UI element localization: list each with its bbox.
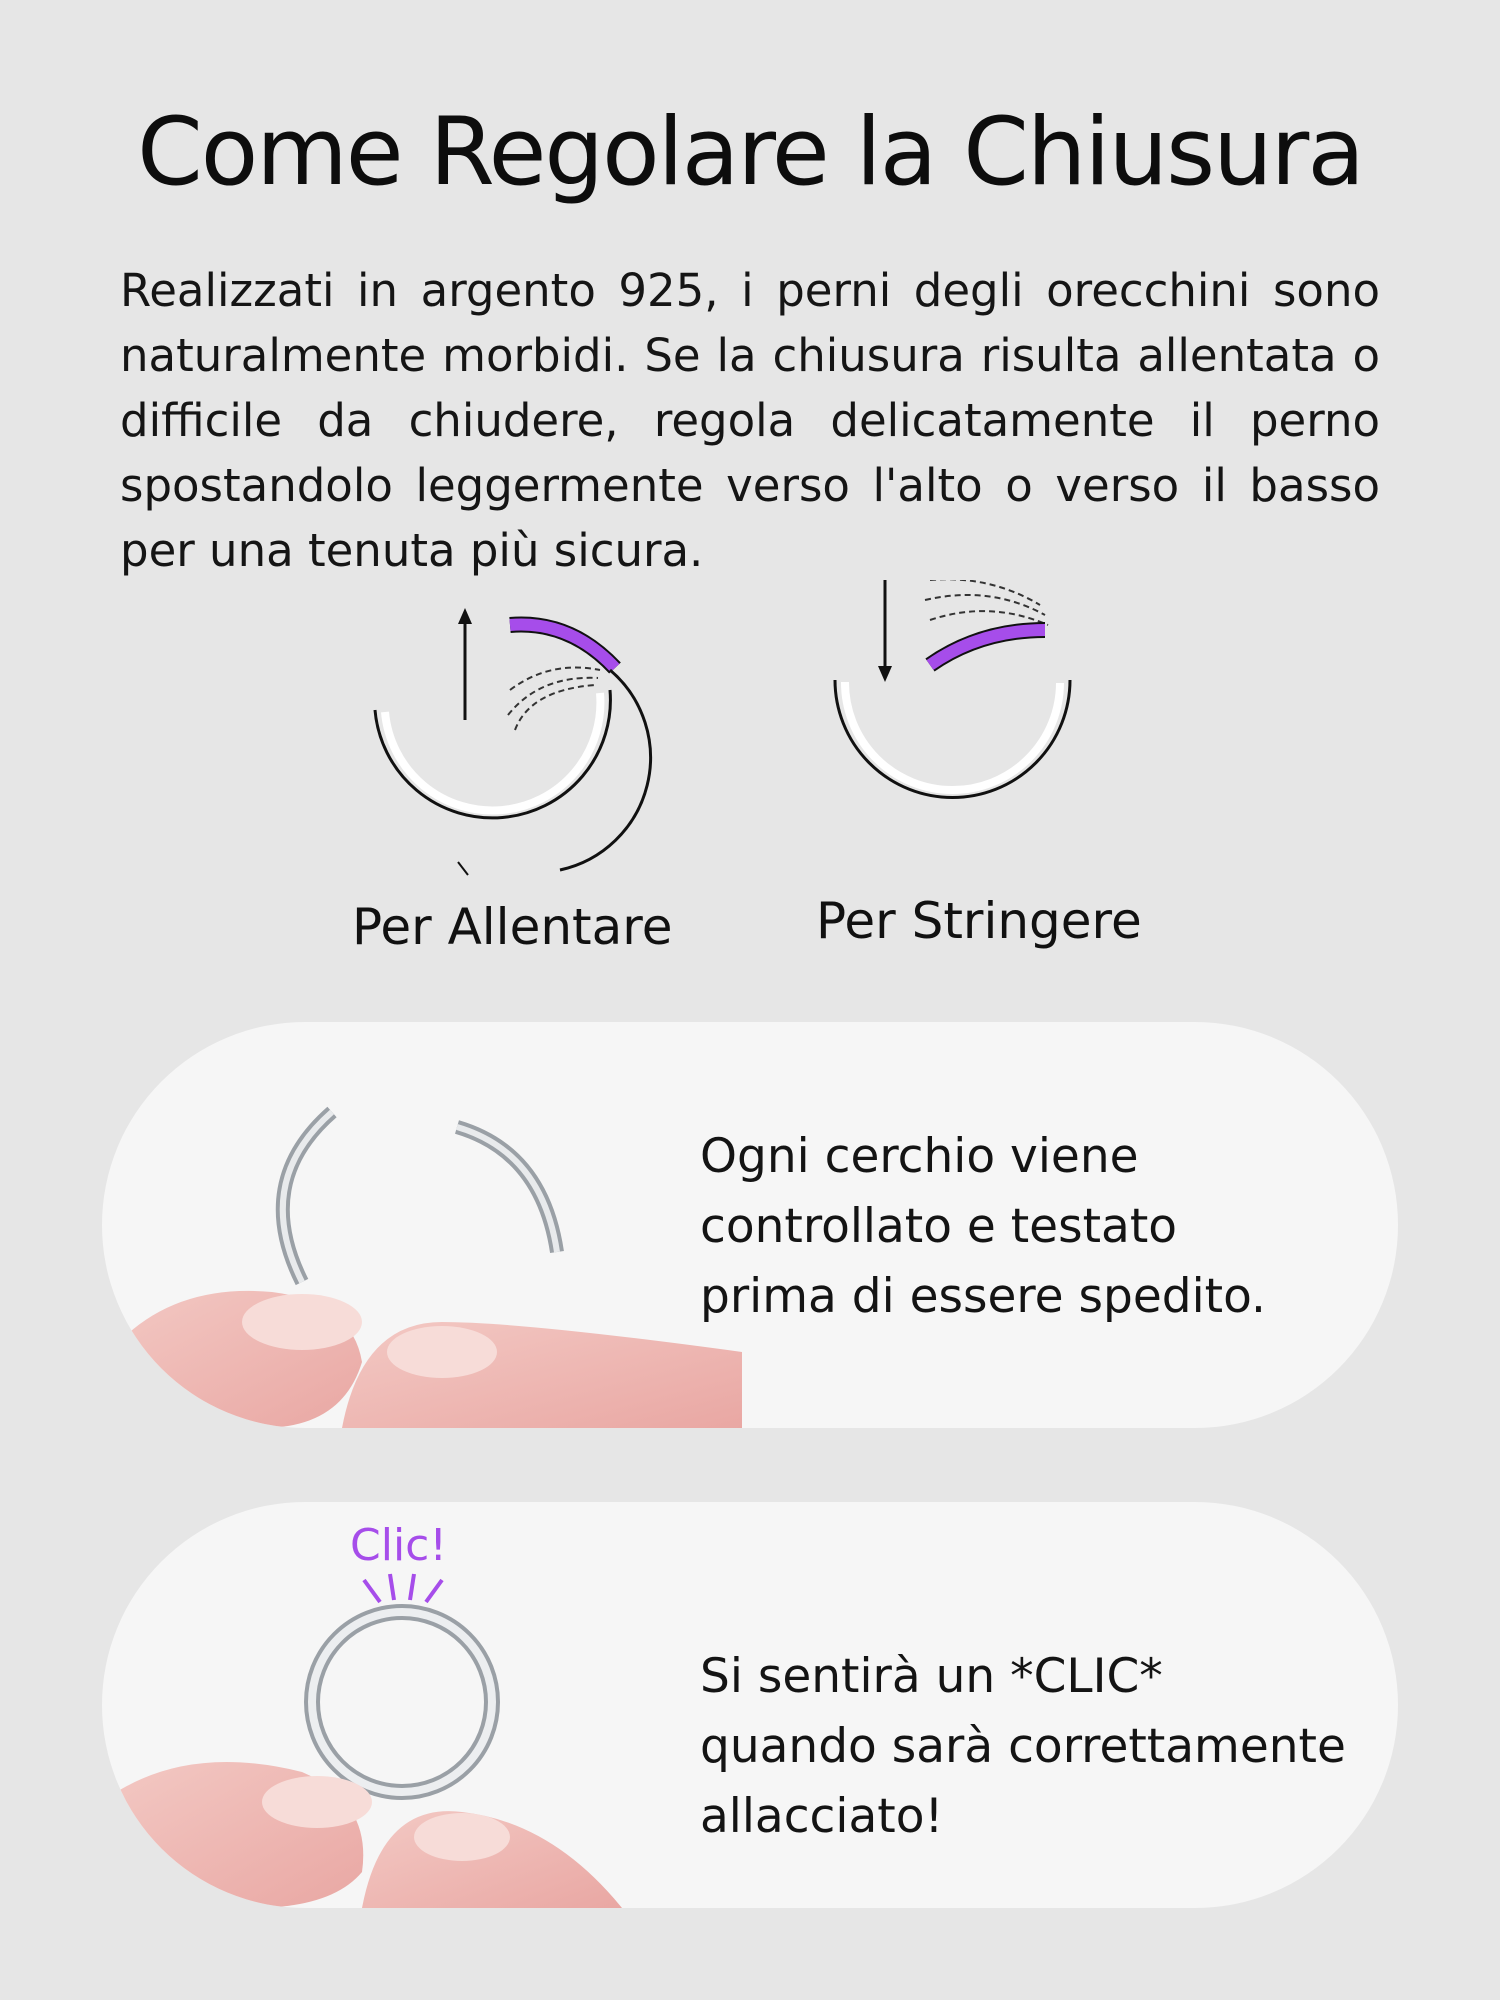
inspection-text: Ogni cerchio viene controllato e testato prima di essere spedito.	[700, 1129, 1266, 1324]
click-card	[102, 1502, 1398, 1908]
hoop-diagrams-icon	[330, 580, 1170, 880]
loosen-hoop-icon	[375, 580, 651, 875]
hand-holding-open-hoop-icon	[102, 1022, 742, 1428]
adjustment-diagram	[330, 580, 1170, 960]
tighten-hoop-icon	[835, 580, 1070, 798]
intro-paragraph: Realizzati in argento 925, i perni degli orecchini sono naturalmente morbidi. Se la chiusura risulta allentata o difficile da chiudere, regola delicatamente il perno spostandolo leggermente verso l'alto o verso il basso per una tenuta più sicura.	[120, 264, 1380, 577]
tighten-label: Per Stringere	[816, 892, 1142, 950]
loosen-label: Per Allentare	[352, 898, 673, 956]
page-title: Come Regolare la Chiusura	[137, 98, 1363, 207]
inspection-card	[102, 1022, 1398, 1428]
click-text: Si sentirà un *CLIC* quando sarà correttamente allacciato!	[700, 1649, 1346, 1844]
clic-badge: Clic!	[350, 1520, 448, 1571]
